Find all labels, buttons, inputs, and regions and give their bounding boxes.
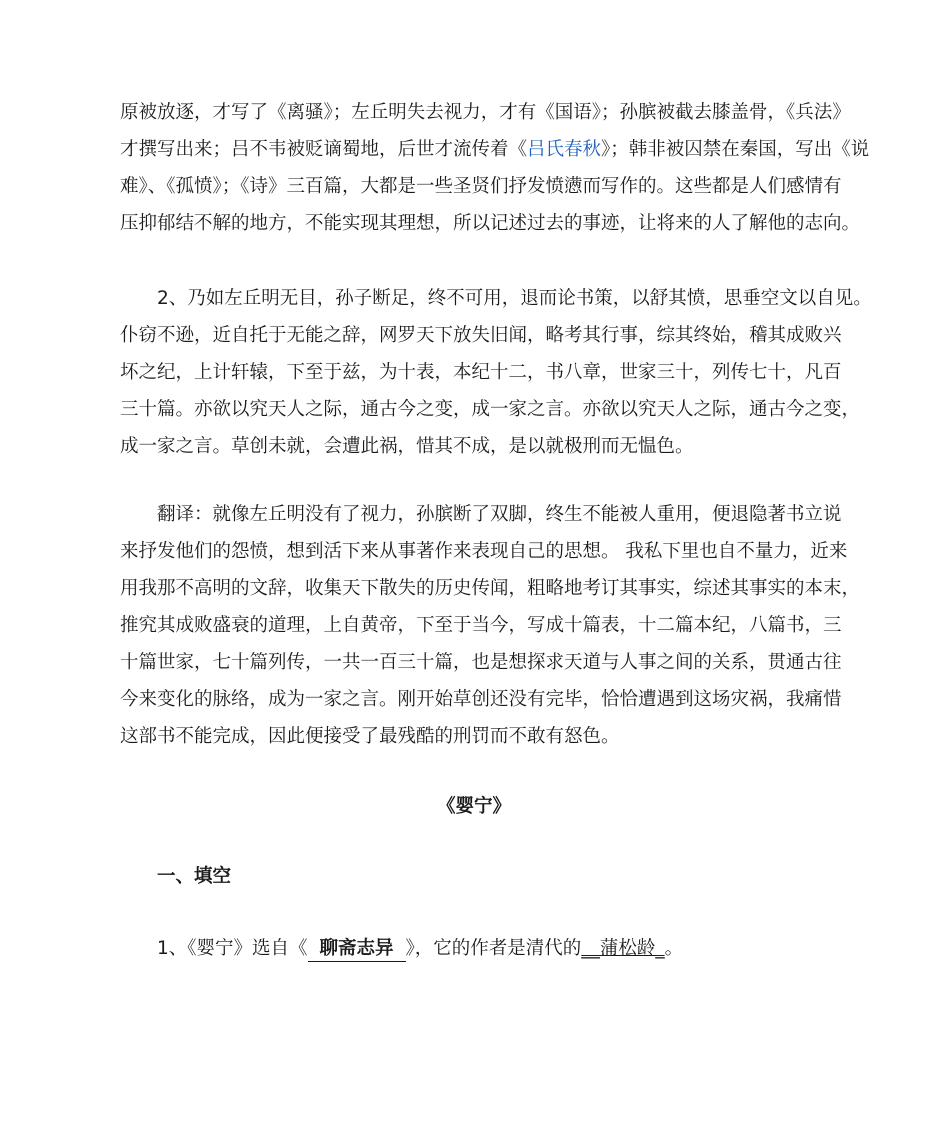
text-line: 翻译：就像左丘明没有了视力，孙膑断了双脚，终生不能被人重用，便退隐著书立说 [120, 504, 842, 525]
text-line: 推究其成败盛衰的道理，上自黄帝，下至于当今，写成十篇表，十二篇本纪，八篇书，三 [120, 615, 842, 636]
lvshi-chunqiu-link[interactable]: 吕氏春秋 [527, 139, 602, 160]
text-line: 仆窃不逊，近自托于无能之辞，网罗天下放失旧闻，略考其行事，综其终始，稽其成败兴 [120, 325, 842, 346]
text-line: 原被放逐，才写了《离骚》；左丘明失去视力，才有《国语》；孙膑被截去膝盖骨，《兵法》 [120, 102, 851, 123]
text-line: 十篇世家，七十篇列传，一共一百三十篇，也是想探求天道与人事之间的关系，贯通古往 [120, 652, 842, 673]
text-line: 难》、《孤愤》；《诗》三百篇，大都是一些圣贤们抒发愤懑而写作的。这些都是人们感情有 [120, 176, 842, 197]
fill-in-question: 1、《婴宁》选自《 聊斋志异 》，它的作者是清代的__蒲松龄_。 [157, 935, 683, 963]
text-line: 用我那不高明的文辞，收集天下散失的历史传闻，粗略地考订其事实，综述其事实的本末， [120, 578, 861, 599]
paragraph-1 [120, 94, 870, 242]
text-line: 才撰写出来；吕不韦被贬谪蜀地，后世才流传着《吕氏春秋》；韩非被囚禁在秦国，写出《说 [120, 139, 870, 160]
answer-blank-book: 聊斋志异 [308, 937, 406, 962]
text-line: 来抒发他们的怨愤，想到活下来从事著作来表现自己的思想。 我私下里也自不量力，近来 [120, 541, 848, 562]
text-line: 坏之纪，上计轩辕，下至于兹，为十表，本纪十二，书八章，世家三十，列传七十，凡百 [120, 362, 842, 383]
text-line: 成一家之言。草创未就，会遭此祸，惜其不成，是以就极刑而无愠色。 [120, 436, 694, 457]
text-line: 这部书不能完成，因此便接受了最残酷的刑罚而不敢有怒色。 [120, 726, 620, 747]
text-line: 今来变化的脉络，成为一家之言。刚开始草创还没有完毕，恰恰遭遇到这场灾祸，我痛惜 [120, 689, 842, 710]
paragraph-3-translation [120, 496, 861, 755]
paragraph-2 [120, 280, 872, 465]
answer-blank-author: __蒲松龄_ [581, 938, 665, 959]
text-line: 三十篇。亦欲以究天人之际，通古今之变，成一家之言。亦欲以究天人之际，通古今之变， [120, 399, 861, 420]
text-line: 压抑郁结不解的地方，不能实现其理想，所以记述过去的事迹，让将来的人了解他的志向。 [120, 213, 861, 234]
section-title: 《婴宁》 [436, 796, 511, 817]
text-line: 2、乃如左丘明无目，孙子断足，终不可用，退而论书策，以舒其愤，思垂空文以自见。 [120, 288, 872, 309]
section-heading: 一、填空 [157, 866, 232, 887]
